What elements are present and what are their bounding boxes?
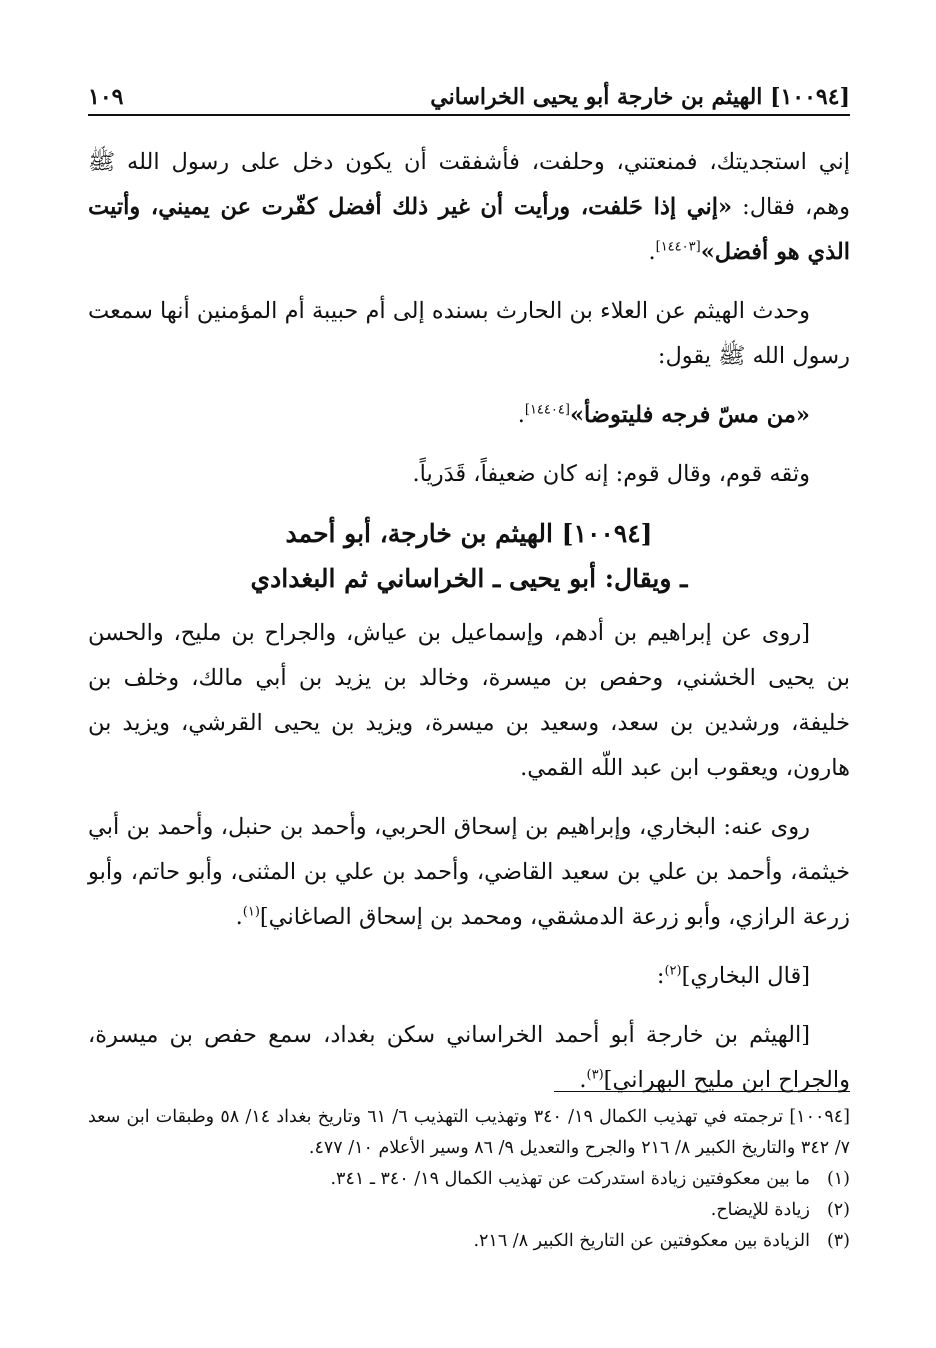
hadith-reference: [١٤٤٠٣] xyxy=(655,239,701,255)
entry-heading xyxy=(88,511,850,601)
footnote-text: الزيادة بين معكوفتين عن التاريخ الكبير ٨/ ٢١٦. xyxy=(473,1231,810,1251)
footnote-ref-1: (١) xyxy=(242,904,260,920)
footnote-3 xyxy=(88,1226,850,1257)
paragraph-oath-hadith xyxy=(88,140,850,275)
footnote-ref-2: (٢) xyxy=(664,963,682,979)
paragraph-bukhari-text xyxy=(88,1013,850,1103)
punctuation: : xyxy=(656,963,665,989)
footnote-number: (١) xyxy=(826,1169,850,1189)
paragraph-narrated-from: [روى عن إبراهيم بن أدهم، وإسماعيل بن عياش، والجراح بن مليح، والحسن بن يحيى الخشني، وحفص بن ميسرة، وخالد بن يزيد بن أبي مالك، وخلف بن خليفة، ورشدين بن سعد، وسعيد بن ميسرة، ويزيد بن يحيى القرشي، ويزيد بن هارون، ويعقوب ابن عبد اللّه القمي. xyxy=(88,620,850,781)
paragraph-narration: وحدث الهيثم عن العلاء بن الحارث بسنده إلى أم حبيبة أم المؤمنين أنها سمعت رسول الله ﷺ يقول: xyxy=(88,298,850,369)
footnote-divider xyxy=(554,1091,850,1092)
footnote-1 xyxy=(88,1164,850,1195)
punctuation: . xyxy=(579,1067,587,1093)
footnotes xyxy=(88,1102,850,1257)
footnote-text: زيادة للإيضاح. xyxy=(710,1200,810,1220)
main-text xyxy=(88,140,850,1103)
footnote-2 xyxy=(88,1195,850,1226)
paragraph-grading: وثقه قوم، وقال قوم: إنه كان ضعيفاً، قَدَرياً. xyxy=(412,461,810,487)
page-number: ١٠٩ xyxy=(88,84,124,110)
paragraph-text: [قال البخاري] xyxy=(681,963,810,989)
footnote-main: [١٠٠٩٤] ترجمته في تهذيب الكمال ١٩/ ٣٤٠ وتهذيب التهذيب ٦/ ٦١ وتاريخ بغداد ١٤/ ٥٨ وطبقات ابن سعد ٧/ ٣٤٢ والتاريخ الكبير ٨/ ٢١٦ والجرح والتعديل ٩/ ٨٦ وسير الأعلام ١٠/ ٤٧٧. xyxy=(88,1107,850,1158)
hadith-reference: [١٤٤٠٤] xyxy=(524,402,570,418)
paragraph-text: إني استجديتك، فمنعتني، وحلفت، فأشفقت أن يكون دخل على رسول الله ﷺ وهم، فقال: xyxy=(88,149,850,220)
entry-heading-line1: [١٠٠٩٤] الهيثم بن خارجة، أبو أحمد xyxy=(285,519,653,548)
running-header xyxy=(88,72,850,116)
punctuation: . xyxy=(648,239,656,265)
paragraph-narrated-by xyxy=(88,805,850,940)
paragraph-text: [الهيثم بن خارجة أبو أحمد الخراساني سكن بغداد، سمع حفص بن ميسرة، والجراح ابن مليح البهراني] xyxy=(88,1022,850,1093)
footnote-number: (٣) xyxy=(826,1231,850,1251)
paragraph-hadith-wudu xyxy=(88,393,850,438)
paragraph-text: روى عنه: البخاري، وإبراهيم بن إسحاق الحربي، وأحمد بن حنبل، وأحمد بن أبي خيثمة، وأحمد بن علي بن سعيد القاضي، وأحمد بن علي بن المثنى، وأبو حاتم، وأبو زرعة الرازي، وأبو زرعة الدمشقي، ومحمد بن إسحاق الصاغاني] xyxy=(88,814,850,930)
hadith-quote: «من مسّ فرجه فليتوضأ» xyxy=(569,402,810,428)
punctuation: . xyxy=(235,904,243,930)
footnote-number: (٢) xyxy=(826,1200,850,1220)
footnote-ref-3: (٣) xyxy=(586,1067,604,1083)
hadith-quote: «إني إذا حَلفت، ورأيت أن غير ذلك أفضل كفّرت عن يميني، وأتيت الذي هو أفضل» xyxy=(88,194,850,265)
punctuation: . xyxy=(517,402,525,428)
header-title: [١٠٠٩٤] الهيثم بن خارجة أبو يحيى الخراساني xyxy=(430,84,850,110)
paragraph-bukhari-said xyxy=(88,954,850,999)
footnote-text: ما بين معكوفتين زيادة استدركت عن تهذيب الكمال ١٩/ ٣٤٠ ـ ٣٤١. xyxy=(330,1169,810,1189)
entry-heading-line2: ـ ويقال: أبو يحيى ـ الخراساني ثم البغدادي xyxy=(250,564,688,593)
